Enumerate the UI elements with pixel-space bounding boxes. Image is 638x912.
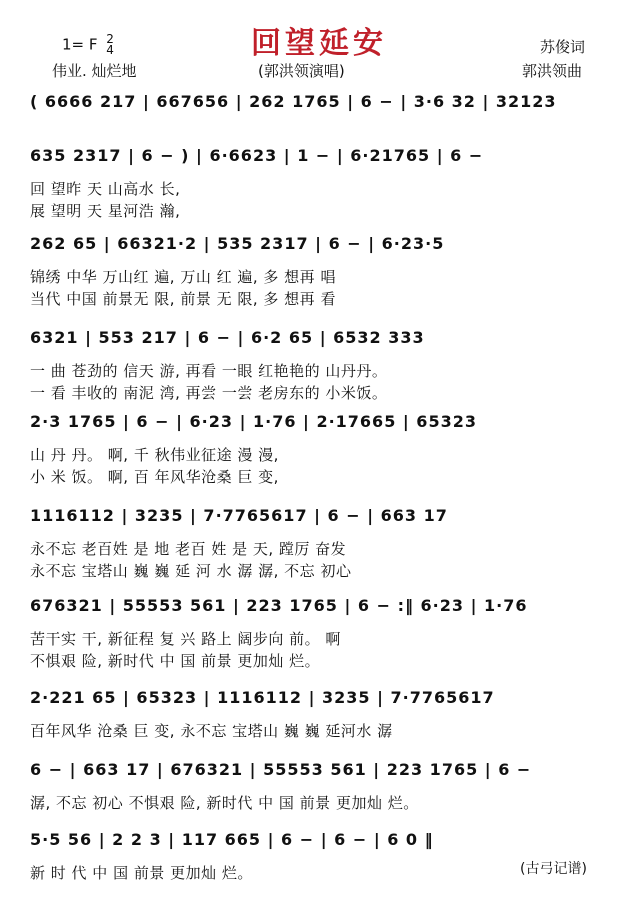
lyric-line: 当代 中国 前景无 限, 前景 无 限, 多 想再 看 [30, 290, 336, 308]
lyric-line: 回 望昨 天 山高水 长, [30, 180, 181, 198]
notation-line: 6 − | 663 17 | 676321 | 55553 561 | 223 1765 | 6 − [30, 760, 532, 779]
lyric-line: 山 丹 丹。 啊, 千 秋伟业征途 漫 漫, [30, 446, 279, 464]
notation-line: 635 2317 | 6 − ) | 6·6623 | 1 − | 6·21765 | 6 − [30, 146, 484, 165]
notation-line: 5·5 56 | 2 2 3 | 117 665 | 6 − | 6 − | 6 0 ‖ [30, 830, 434, 849]
lyric-line: 新 时 代 中 国 前景 更加灿 烂。 [30, 864, 253, 882]
lyric-line: 展 望明 天 星河浩 瀚, [30, 202, 181, 220]
lyric-line: 永不忘 宝塔山 巍 巍 延 河 水 潺 潺, 不忘 初心 [30, 562, 352, 580]
lyric-line: 百年风华 沧桑 巨 变, 永不忘 宝塔山 巍 巍 延河水 潺 [30, 722, 393, 740]
notation-line: 2·3 1765 | 6 − | 6·23 | 1·76 | 2·17665 | 65323 [30, 412, 477, 431]
lyric-line: 潺, 不忘 初心 不惧艰 险, 新时代 中 国 前景 更加灿 烂。 [30, 794, 419, 812]
key-signature [62, 34, 114, 56]
lyric-line: 小 米 饭。 啊, 百 年风华沧桑 巨 变, [30, 468, 279, 486]
title: 回望延安 [251, 26, 387, 61]
lyric-line: 一 看 丰收的 南泥 湾, 再尝 一尝 老房东的 小米饭。 [30, 384, 388, 402]
performer: (郭洪领演唱) [258, 62, 345, 80]
lyric-line: 苦干实 干, 新征程 复 兴 路上 阔步向 前。 啊 [30, 630, 341, 648]
transcriber-credit: (古弓记谱) [520, 861, 587, 877]
composer: 郭洪领曲 [522, 62, 583, 80]
key-text: 1= F [62, 35, 98, 54]
notation-line: 6321 | 553 217 | 6 − | 6·2 65 | 6532 333 [30, 328, 425, 347]
notation-line: 676321 | 55553 561 | 223 1765 | 6 − :‖ 6·23 | 1·76 [30, 596, 528, 615]
time-bottom: 4 [106, 43, 114, 57]
lyricist: 苏俊词 [540, 38, 586, 56]
lyric-line: 锦绣 中华 万山红 遍, 万山 红 遍, 多 想再 唱 [30, 268, 336, 286]
time-signature [106, 34, 114, 56]
notation-line: 262 65 | 66321·2 | 535 2317 | 6 − | 6·23·5 [30, 234, 445, 253]
notation-line: 2·221 65 | 65323 | 1116112 | 3235 | 7·7765617 [30, 688, 495, 707]
tempo-marking: 伟业. 灿烂地 [52, 62, 137, 80]
notation-line: 1116112 | 3235 | 7·7765617 | 6 − | 663 17 [30, 506, 448, 525]
lyric-line: 永不忘 老百姓 是 地 老百 姓 是 天, 蹚厉 奋发 [30, 540, 347, 558]
lyric-line: 一 曲 苍劲的 信天 游, 再看 一眼 红艳艳的 山丹丹。 [30, 362, 388, 380]
time-top: 2 [106, 32, 114, 46]
lyric-line: 不惧艰 险, 新时代 中 国 前景 更加灿 烂。 [30, 652, 321, 670]
notation-line: ( 6666 217 | 667656 | 262 1765 | 6 − | 3·6 32 | 32123 [30, 92, 557, 111]
